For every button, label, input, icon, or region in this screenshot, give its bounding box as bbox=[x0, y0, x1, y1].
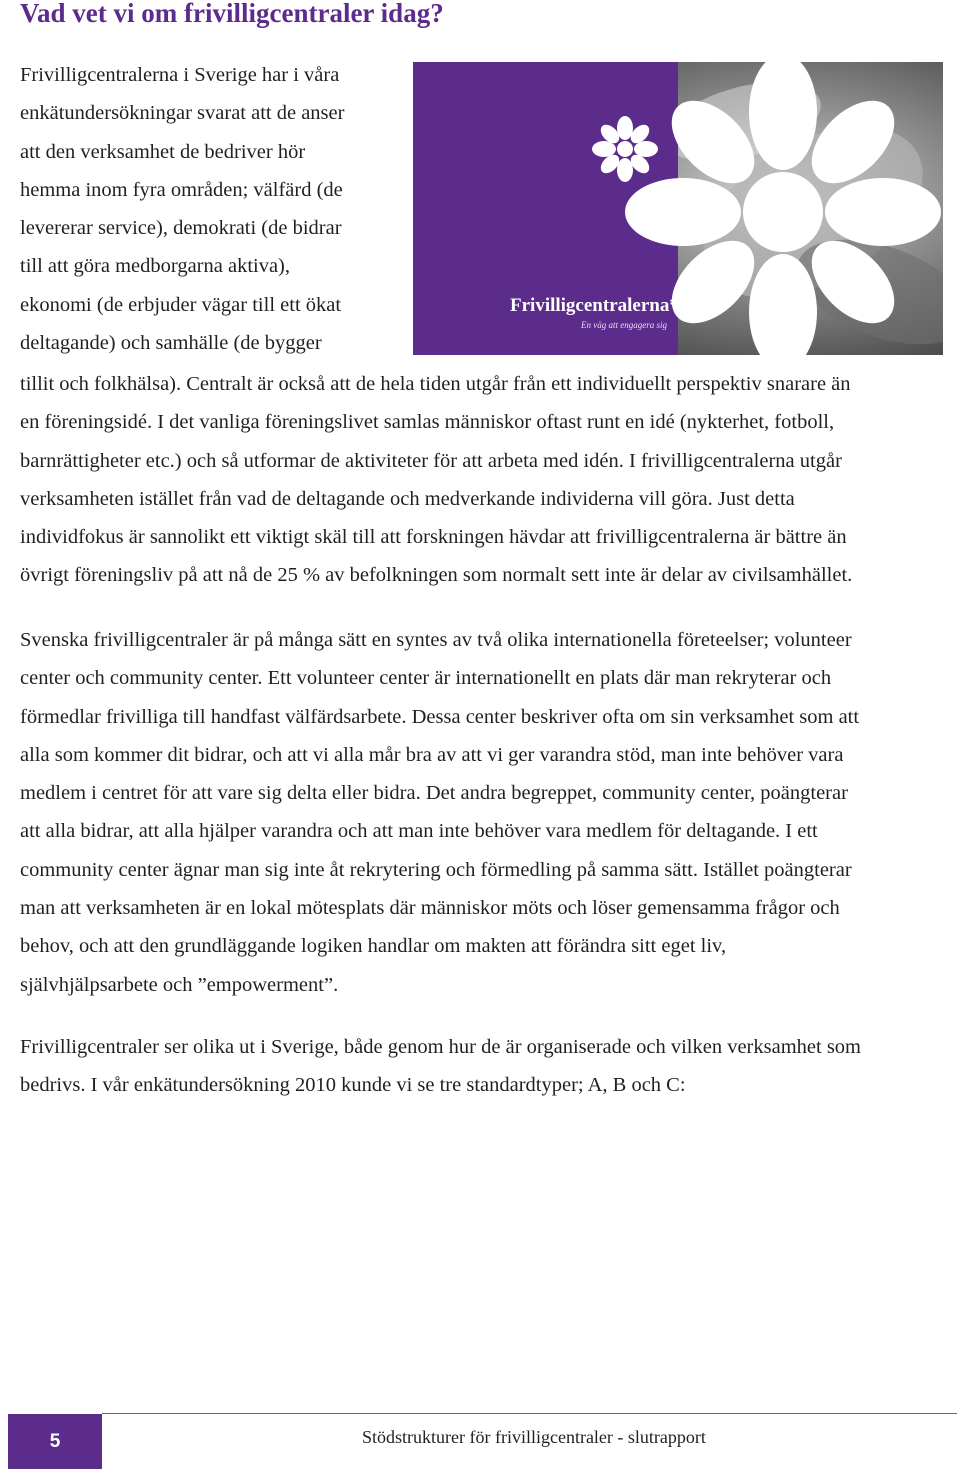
logo-tagline: En väg att engagera sig bbox=[581, 320, 667, 330]
text-line: förmedlar frivilliga till handfast välfärdsarbete. Dessa center beskriver ofta om sin verksamhet som att bbox=[20, 705, 860, 728]
text-line: behov, och att den grundläggande logiken handlar om makten att förändra sitt eget liv, bbox=[20, 935, 727, 958]
text-line: enkätundersökningar svarat att de anser bbox=[20, 102, 345, 125]
text-line: bedrivs. I vår enkätundersökning 2010 kunde vi se tre standardtyper; A, B och C: bbox=[20, 1074, 686, 1097]
text-line: en föreningsidé. I det vanliga föreningslivet samlas människor oftast runt en idé (nykterhet, fotboll, bbox=[20, 411, 835, 434]
page-number-badge: 5 bbox=[8, 1414, 102, 1469]
text-line: verksamheten istället från vad de deltagande och medverkande individerna vill göra. Just detta bbox=[20, 487, 795, 510]
text-line: Frivilligcentralerna i Sverige har i våra bbox=[20, 64, 340, 86]
text-line: man att verksamheten är en lokal mötesplats där människor möts och löser gemensamma frågor och bbox=[20, 897, 840, 920]
text-line: Svenska frivilligcentraler är på många sätt en syntes av två olika internationella företeelser; volunteer bbox=[20, 629, 852, 651]
text-line: att alla bidrar, att alla hjälper varandra och att man inte behöver vara medlem för deltagande. I ett bbox=[20, 820, 818, 843]
paragraph-3 bbox=[20, 1028, 945, 1105]
text-line: övrigt föreningsliv på att nå de 25 % av befolkningen som normalt sett inte är delar av civilsamhället. bbox=[20, 564, 853, 587]
footer-divider bbox=[102, 1413, 957, 1414]
text-line: levererar service), demokrati (de bidrar bbox=[20, 217, 342, 240]
text-line: medlem i centret för att vare sig delta eller bidra. Det andra begreppet, community center, poängterar bbox=[20, 782, 848, 805]
text-line: individfokus är sannolikt ett viktigt skäl till att forskningen hävdar att frivilligcentralerna är bättre än bbox=[20, 526, 847, 549]
text-line: alla som kommer dit bidrar, och att vi alla mår bra av att vi ger varandra stöd, man inte behöver vara bbox=[20, 743, 844, 766]
text-line: center och community center. Ett volunteer center är internationellt en plats där man rekryterar och bbox=[20, 667, 832, 690]
text-line: till att göra medborgarna aktiva), bbox=[20, 255, 291, 278]
paragraph-1 bbox=[20, 365, 945, 595]
text-line: community center ägnar man sig inte åt rekrytering och förmedling på samma sätt. Istället poängterar bbox=[20, 858, 852, 881]
logo-name: Frivilligcentralerna* bbox=[510, 295, 679, 316]
page-heading: Vad vet vi om frivilligcentraler idag? bbox=[20, 0, 444, 28]
text-line: hemma inom fyra områden; välfärd (de bbox=[20, 178, 343, 201]
text-line: självhjälpsarbete och ”empowerment”. bbox=[20, 973, 339, 996]
footer-title: Stödstrukturer för frivilligcentraler - slutrapport bbox=[362, 1427, 706, 1447]
text-line: ekonomi (de erbjuder vägar till ett ökat bbox=[20, 293, 342, 316]
text-line: deltagande) och samhälle (de bygger bbox=[20, 332, 322, 355]
paragraph-2 bbox=[20, 621, 945, 1004]
text-line: att den verksamhet de bedriver hör bbox=[20, 140, 306, 163]
text-line: tillit och folkhälsa). Centralt är också att de hela tiden utgår från ett individuellt perspektiv snarare än bbox=[20, 373, 851, 395]
intro-column-text bbox=[20, 56, 410, 362]
text-line: Frivilligcentraler ser olika ut i Sverige, både genom hur de är organiserade och vilken verksamhet som bbox=[20, 1036, 862, 1058]
frivilligcentralerna-logo-photo bbox=[413, 62, 943, 355]
text-line: barnrättigheter etc.) och så utformar de aktiviteter för att arbeta med idén. I frivilligcentralerna utgår bbox=[20, 449, 842, 472]
